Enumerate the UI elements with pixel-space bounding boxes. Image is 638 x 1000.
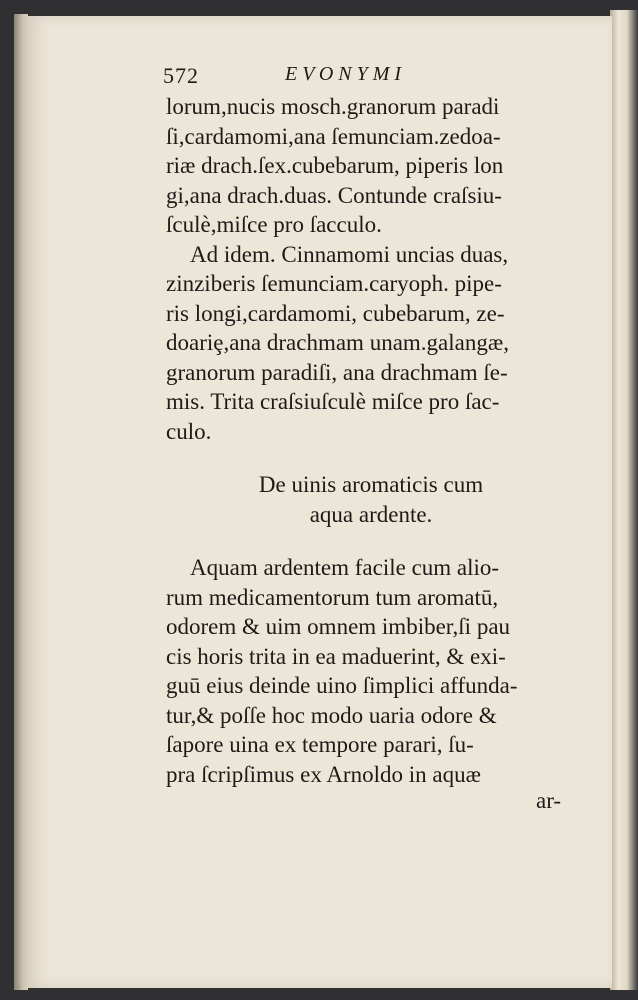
section-heading <box>166 470 576 529</box>
text-line: cis horis trita in ea maduerint, & exi- <box>166 643 506 669</box>
text-block-lower <box>166 553 576 789</box>
text-line: pra ſcripſimus ex Arnoldo in aquæ <box>166 761 481 787</box>
text-line: granorum paradiſi, ana drachmam ſe- <box>166 359 508 385</box>
text-line: odorem & uim omnem imbiber,ſi pau <box>166 614 511 639</box>
text-line: riæ drach.ſex.cubebarum, piperis lon <box>166 153 504 178</box>
text-line: ſi,cardamomi,ana ſemunciam.zedoa- <box>166 123 501 149</box>
text-line: zinziberis ſemunciam.caryoph. pipe- <box>166 271 502 296</box>
book-fore-edge <box>610 10 638 990</box>
text-line: Ad idem. Cinnamomi uncias duas, <box>190 241 509 267</box>
page-number: 572 <box>163 63 199 88</box>
heading-line: De uinis aromaticis cum <box>258 472 484 497</box>
text-line: doariȩ,ana drachmam unam.galangæ, <box>166 330 509 355</box>
text-line: gi,ana drach.duas. Contunde craſsiu- <box>166 182 502 208</box>
book-gutter-edge <box>14 14 28 990</box>
text-line: ris longi,cardamomi, cubebarum, ze- <box>166 300 505 326</box>
text-line: tur,& poſſe hoc modo uaria odore & <box>166 702 497 728</box>
text-line: rum medicamentorum tum aromatū, <box>166 584 499 610</box>
page-header <box>163 63 463 91</box>
text-line: ſapore uina ex tempore parari, ſu- <box>166 732 474 757</box>
catchword: ar- <box>536 788 562 813</box>
running-title: EVONYMI <box>285 63 407 85</box>
text-block-upper <box>166 92 576 446</box>
text-line: ſculè,miſce pro ſacculo. <box>166 212 382 237</box>
text-line: guū eius deinde uino ſimplici affunda- <box>166 673 518 698</box>
text-line: lorum,nucis mosch.granorum paradi <box>166 94 500 119</box>
text-line: culo. <box>166 418 212 444</box>
text-line: mis. Trita craſsiuſculè miſce pro ſac- <box>166 389 500 414</box>
heading-line: aqua ardente. <box>309 501 433 527</box>
text-line: Aquam ardentem facile cum alio- <box>190 555 500 580</box>
